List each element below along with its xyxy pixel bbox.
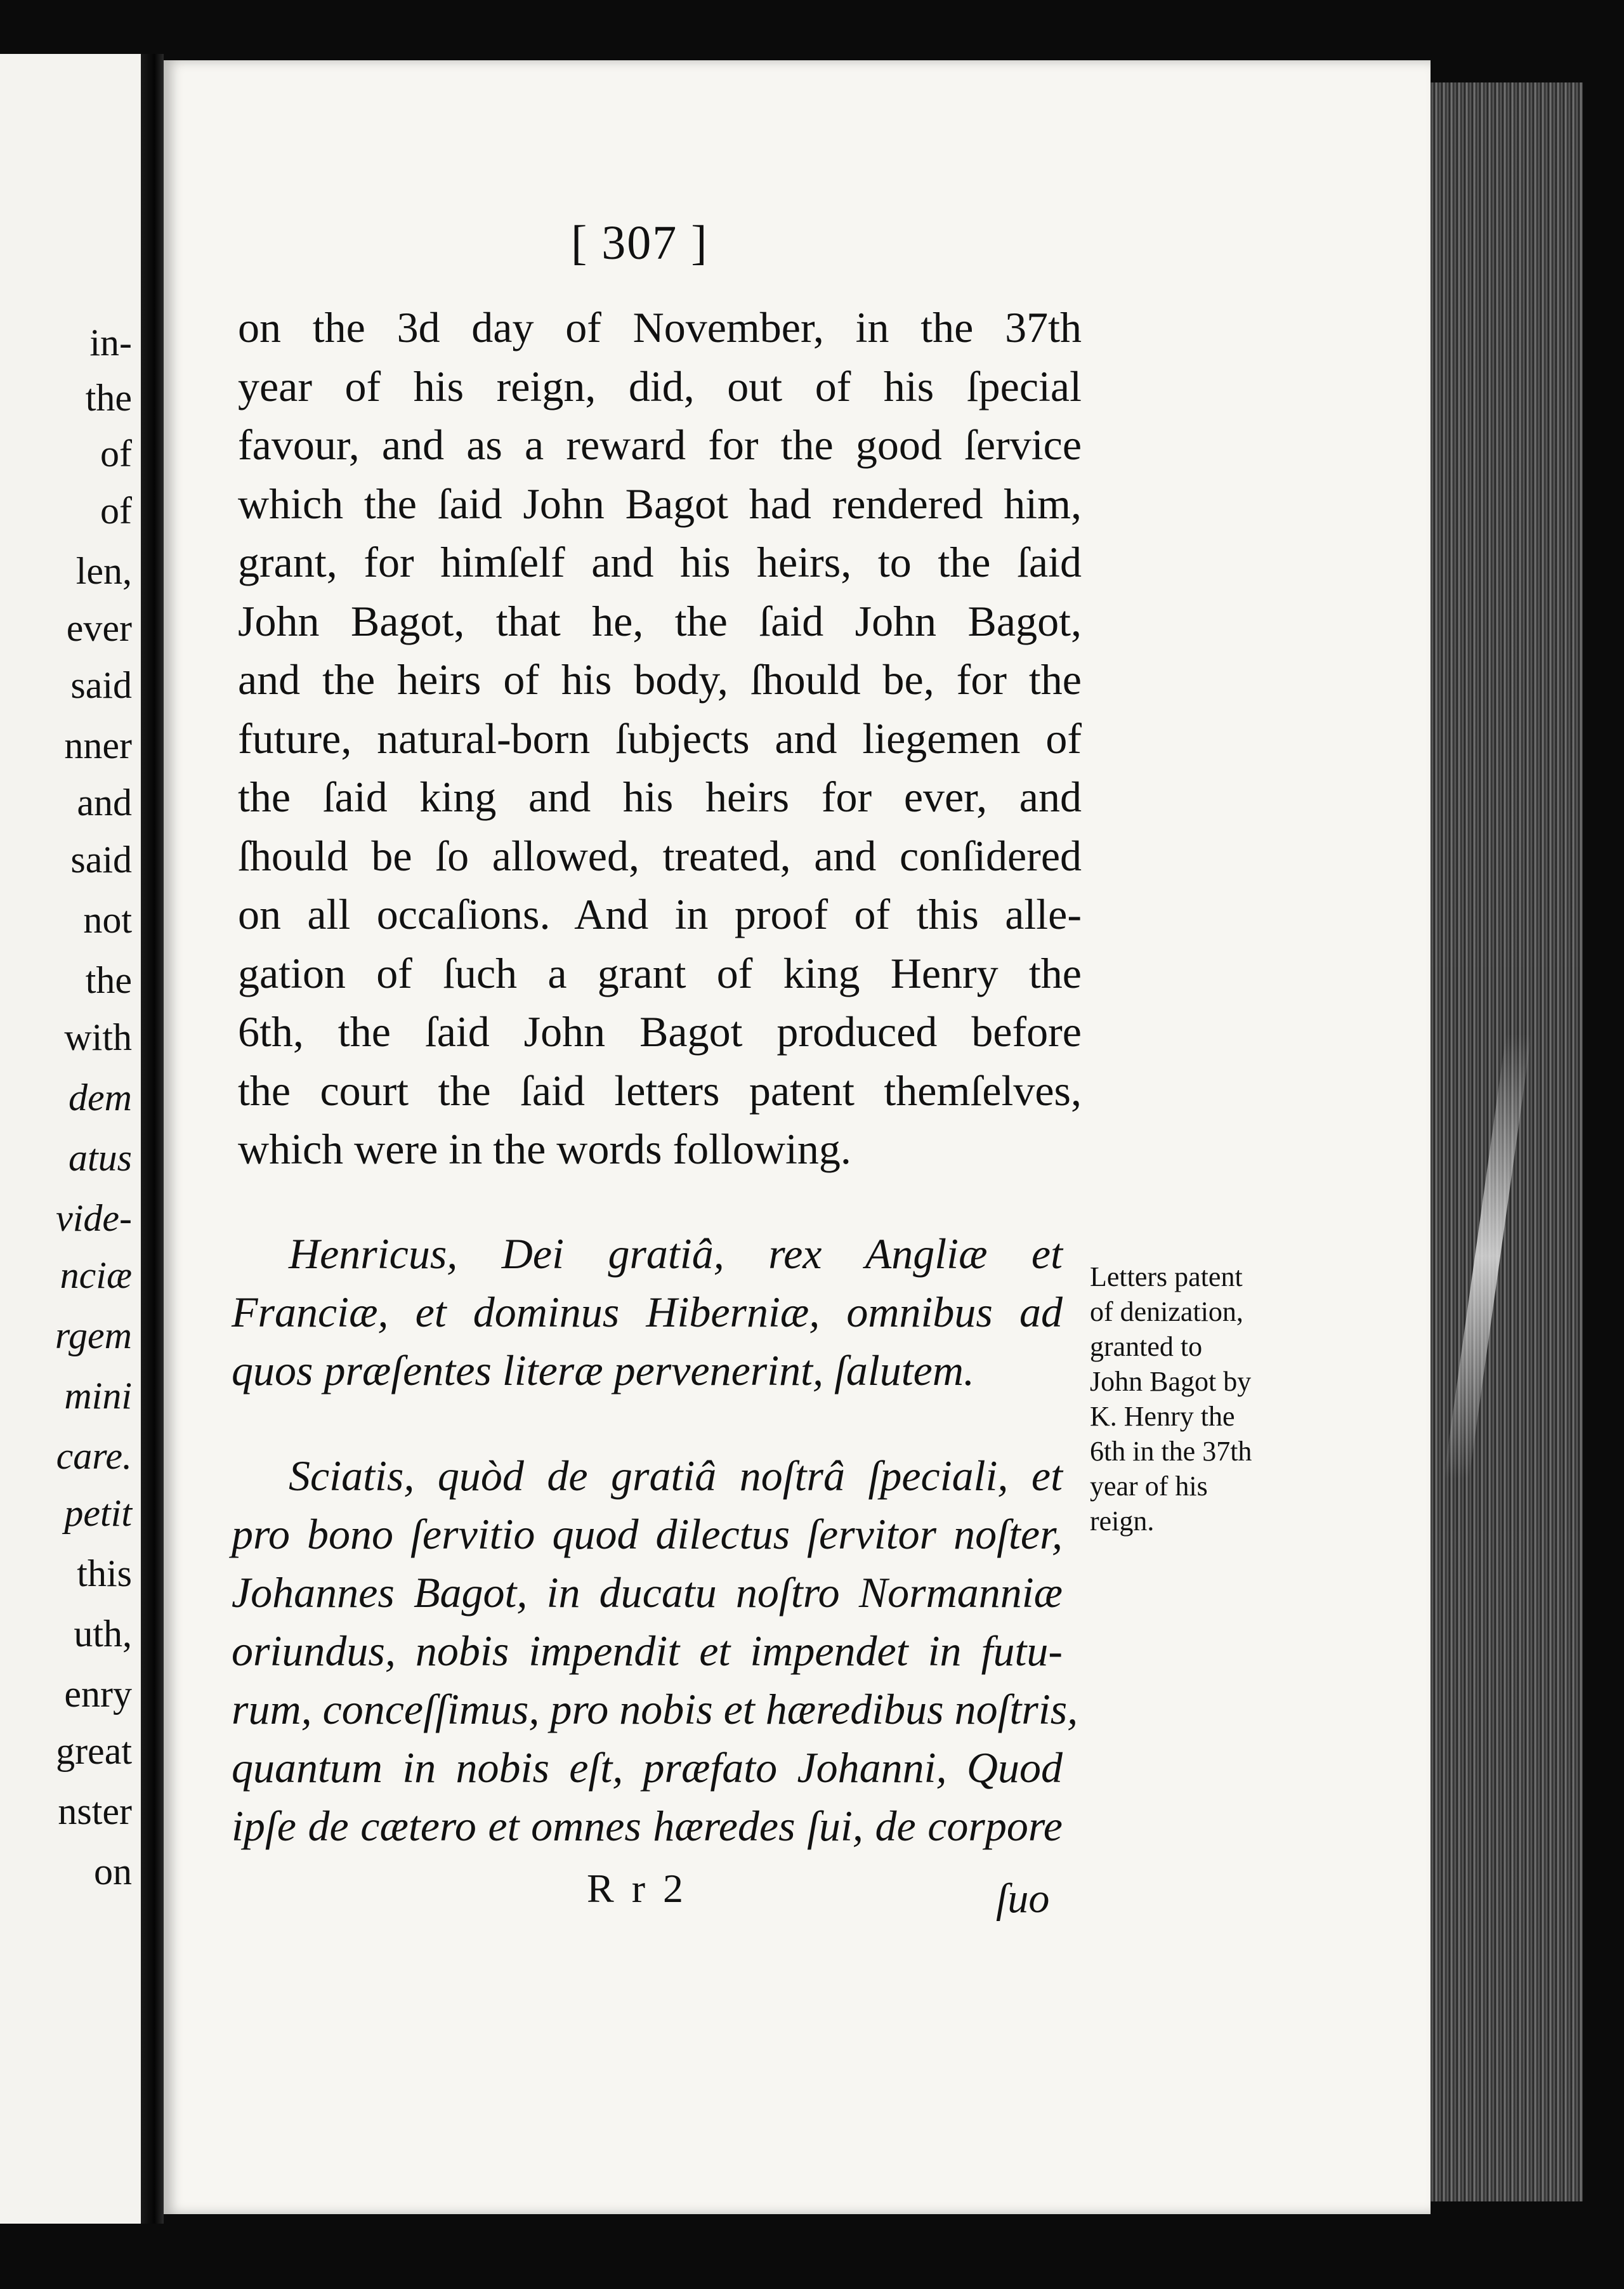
marginal-note-line: Letters patent: [1090, 1261, 1243, 1292]
text-line: which were in the words following.: [238, 1125, 851, 1173]
text-line: future, natural-born ſubjects and liegemen of: [238, 714, 1082, 763]
text-line: year of his reign, did, out of his ſpecial: [238, 362, 1082, 410]
left-fragment: nner: [64, 725, 132, 766]
left-fragment: said: [70, 664, 132, 706]
text-line: John Bagot, that he, the ſaid John Bagot,: [238, 596, 1082, 645]
latin-line: Sciatis, quòd de gratiâ noſtrâ ſpeciali, et: [289, 1452, 1063, 1500]
left-fragment: this: [77, 1552, 132, 1594]
marginal-note-line: granted to: [1090, 1331, 1203, 1362]
left-fragment: rgem: [55, 1315, 132, 1356]
left-fragment: of: [100, 490, 132, 532]
latin-line: ipſe de cætero et omnes hæredes ſui, de corpore: [232, 1802, 1063, 1850]
body-paragraph: [238, 298, 1082, 1179]
latin-line: Franciæ, et dominus Hiberniæ, omnibus ad: [232, 1288, 1063, 1336]
page-header-number: [ 307 ]: [571, 216, 709, 270]
latin-line: Henricus, Dei gratiâ, rex Angliæ et: [289, 1230, 1063, 1278]
left-fragment: with: [64, 1016, 132, 1058]
text-line: on the 3d day of November, in the 37th: [238, 303, 1082, 351]
latin-line: Johannes Bagot, in ducatu noſtro Normanniæ: [232, 1568, 1063, 1617]
text-line: 6th, the ſaid John Bagot produced before: [238, 1007, 1082, 1056]
latin-line: rum, conceſſimus, pro nobis et hæredibus noſtris,: [232, 1685, 1078, 1733]
left-fragment: vide-: [56, 1197, 132, 1239]
left-fragment: not: [83, 899, 132, 941]
latin-line: quos præſentes literæ pervenerint, ſalutem.: [232, 1346, 974, 1394]
text-line: favour, and as a reward for the good ſervice: [238, 421, 1082, 469]
left-fragment: nster: [58, 1790, 132, 1832]
left-fragment: nciæ: [60, 1254, 132, 1296]
left-fragment: on: [94, 1851, 132, 1892]
text-line: and the heirs of his body, ſhould be, for the: [238, 655, 1082, 704]
text-line: ſhould be ſo allowed, treated, and conſidered: [238, 831, 1082, 880]
marginal-note-line: of denization,: [1090, 1296, 1243, 1327]
left-fragment: uth,: [74, 1613, 132, 1655]
text-line: on all occaſions. And in proof of this alle-: [238, 890, 1082, 938]
latin-line: pro bono ſervitio quod dilectus ſervitor noſter,: [232, 1510, 1063, 1558]
left-fragment: petit: [64, 1492, 132, 1534]
latin-line: quantum in nobis eſt, præfato Johanni, Quod: [232, 1743, 1063, 1792]
latin-line: oriundus, nobis impendit et impendet in futu-: [232, 1627, 1063, 1675]
marginal-note-line: 6th in the 37th: [1090, 1436, 1252, 1467]
page-fore-edge: [1431, 82, 1583, 2201]
marginal-note-line: year of his: [1090, 1471, 1208, 1502]
latin-salutation: [232, 1224, 1063, 1400]
signature-mark: R r 2: [587, 1866, 687, 1911]
left-fragment: great: [56, 1730, 132, 1772]
text-line: the ſaid king and his heirs for ever, and: [238, 773, 1082, 821]
latin-grant-text: [232, 1446, 1078, 1855]
left-fragment: atus: [68, 1137, 132, 1179]
marginal-note: [1090, 1259, 1293, 1538]
text-line: grant, for himſelf and his heirs, to the ſaid: [238, 538, 1082, 586]
left-fragment: of: [100, 433, 132, 475]
book-gutter: [141, 54, 164, 2224]
left-fragment: mini: [64, 1375, 132, 1417]
left-fragment: and: [77, 782, 132, 823]
left-fragment: the: [85, 377, 132, 419]
left-fragment: the: [85, 959, 132, 1001]
marginal-note-line: K. Henry the: [1090, 1401, 1235, 1432]
marginal-note-line: John Bagot by: [1090, 1366, 1252, 1397]
left-fragment: said: [70, 839, 132, 881]
left-fragment: care.: [56, 1435, 132, 1477]
marginal-note-line: reign.: [1090, 1505, 1155, 1537]
text-line: which the ſaid John Bagot had rendered him,: [238, 479, 1082, 528]
left-fragment: enry: [64, 1673, 132, 1715]
text-line: the court the ſaid letters patent themſelves,: [238, 1066, 1082, 1115]
previous-page: [0, 54, 141, 2224]
left-fragment: in-: [89, 322, 132, 364]
left-fragment: ever: [66, 607, 132, 649]
left-fragment: len,: [75, 550, 132, 592]
catchword: ſuo: [996, 1875, 1050, 1922]
left-fragment: dem: [69, 1077, 132, 1118]
text-line: gation of ſuch a grant of king Henry the: [238, 948, 1082, 997]
